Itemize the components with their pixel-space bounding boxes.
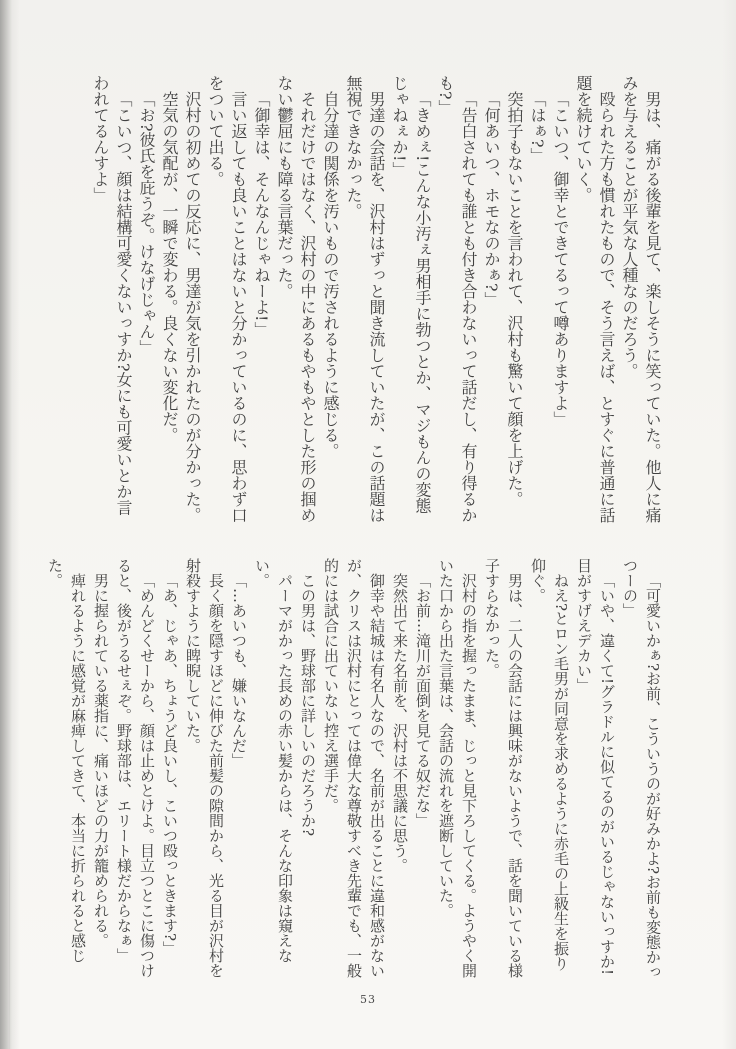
paragraph: 「あ、じゃあ、ちょうど良いし、こいつ殴っときます?」 xyxy=(161,573,179,957)
paragraph: 「いや、違くて!グラドルに似てるのがいるじゃないっすか!目がすげえデカい」 xyxy=(575,558,616,976)
paragraph: 言い返しても良いことはないと分かっているのに、思わず口をついて出る。 xyxy=(206,75,248,523)
paragraph: 沢村の指を握ったまま、じっと見下ろしてくる。ようやく開いた口から出た言葉は、会話の流れを遮断していた。 xyxy=(437,558,478,978)
paragraph: 「はぁ?」 xyxy=(528,91,547,164)
paragraph: パーマがかった長めの赤い髪からは、そんな印象は窺えない。 xyxy=(253,558,294,963)
text-section-bottom xyxy=(46,558,664,980)
paragraph: 男達の会話を、沢村はずっと聞き流していたが、この話題は無視できなかった。 xyxy=(344,75,386,523)
paragraph: 「お?彼氏を庇うぞ。けなげじゃん」 xyxy=(137,91,156,356)
paragraph: 「こいつ、顔は結構可愛くないっすか?女にも可愛いとか言われてるんすよ」 xyxy=(91,75,133,516)
paragraph: 男は、二人の会話には興味がないようで、話を聞いている様子すらなかった。 xyxy=(483,558,524,978)
scan-edge-line xyxy=(9,810,10,1049)
paragraph: 「きめぇ!こんな小汚ぇ男相手に勃つとか、マジもんの変態じゃねぇか!」 xyxy=(390,75,432,514)
paragraph: 突拍子もないことを言われて、沢村も驚いて顔を上げた。 xyxy=(505,91,524,507)
paragraph: 男に握られている薬指に、痛いほどの力が籠められる。 xyxy=(92,573,110,948)
paragraph: 「こいつ、御幸とできてるって噂ありますよ」 xyxy=(551,91,570,427)
paragraph: 男は、痛がる後輩を見て、楽しそうに笑っていた。他人に痛みを与えることが平気な人種なのだろう。 xyxy=(620,75,662,523)
paragraph: 殴られた方も慣れたもので、そう言えば、とすぐに普通に話題を続けていく。 xyxy=(574,75,616,523)
paragraph: 「告白されても誰とも付き合わないって話だし、有り得るかも?」 xyxy=(436,75,478,523)
paragraph: それだけではなく、沢村の中にあるもやもやとした形の掴めない鬱屈にも障る言葉だった。 xyxy=(275,75,317,523)
text-section-top xyxy=(74,75,664,525)
paragraph: 「お前…滝川が面倒を見てる奴だな」 xyxy=(414,573,432,828)
paragraph: 「何あいつ、ホモなのかぁ?」 xyxy=(482,91,501,308)
paragraph: 「御幸は、そんなんじゃねーよ!」 xyxy=(252,91,271,338)
scan-edge-shadow-left xyxy=(0,0,20,1049)
paragraph: 長く顔を隠すほどに伸びた前髪の隙間から、光る目が沢村を射殺すように睥睨していた。 xyxy=(184,558,225,978)
paragraph: ねえ?とロン毛男が同意を求めるように赤毛の上級生を振り仰ぐ。 xyxy=(529,558,570,972)
paragraph: 御幸や結城は有名人なので、名前が出ることに違和感がないが、クリスは沢村にとっては偉大な尊敬すべき先輩でも、一般的には試合に出ていない控え選手だ。 xyxy=(322,558,386,978)
paragraph: この男は、野球部に詳しいのだろうか? xyxy=(299,573,317,837)
paragraph: 「…あいつも、嫌いなんだ」 xyxy=(230,573,248,768)
scan-edge-shadow-right xyxy=(722,0,736,1049)
paragraph: 「めんどくせーから、顔は止めとけよ。目立つとこに傷つけると、後がうるせぇぞ。野球部は、エリート様だからなぁ」 xyxy=(115,558,156,978)
paragraph: 沢村の初めての反応に、男達が気を引かれたのが分かった。 xyxy=(183,91,202,523)
paragraph: 痺れるように感覚が麻痺してきて、本当に折られると感じた。 xyxy=(46,558,87,963)
paragraph: 空気の気配が、一瞬で変わる。良くない変化だ。 xyxy=(160,91,179,443)
page-number: 53 xyxy=(360,993,376,1006)
paragraph: 自分達の関係を汚いもので汚されるように感じる。 xyxy=(321,91,340,459)
paragraph: 突然出て来た名前を、沢村は不思議に思う。 xyxy=(391,573,409,873)
paragraph: 「可愛いかぁ?お前、こういうのが好みかよ?お前も変態かっつーの」 xyxy=(621,558,662,980)
